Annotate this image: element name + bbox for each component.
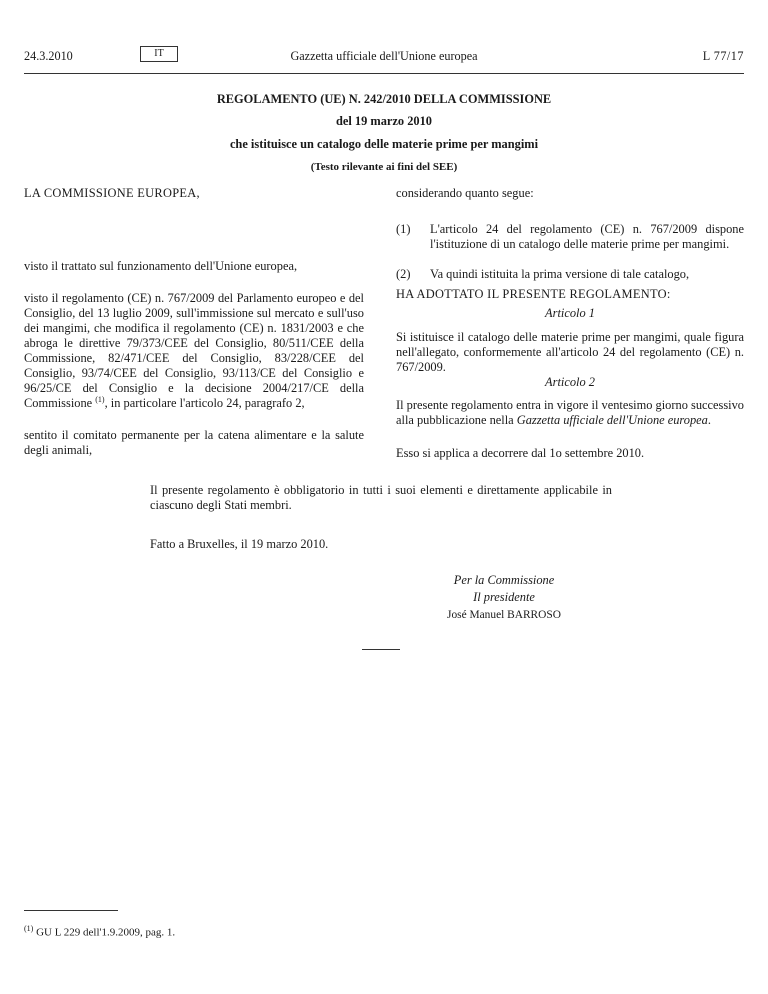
footnote: $^{(1)}$ GU L 229 dell'1.9.2009, pag. 1.: [24, 924, 176, 939]
place-and-date: Fatto a Bruxelles, il 19 marzo 2010.: [150, 537, 329, 551]
preamble-intro: LA COMMISSIONE EUROPEA,: [24, 186, 200, 200]
regulation-date: del 19 marzo 2010: [335, 114, 432, 128]
journal-title: Gazzetta ufficiale dell'Unione europea: [290, 49, 478, 63]
language-badge: IT: [140, 46, 178, 62]
article-1-heading: Articolo 1: [545, 306, 595, 320]
footnote-reference[interactable]: (1): [95, 394, 105, 404]
recital-number: (1): [396, 222, 411, 236]
binding-clause: Il presente regolamento è obbligatorio in tutti i suoi elementi e direttamente applicabile in ciascuno degli Stati membri.: [150, 483, 612, 512]
signature-role: Il presidente: [473, 590, 535, 604]
eea-relevance: (Testo rilevante ai fini del SEE): [310, 161, 458, 173]
adoption-statement: HA ADOTTATO IL PRESENTE REGOLAMENTO:: [396, 287, 671, 301]
page-reference: L 77/17: [702, 49, 744, 63]
header-date: 24.3.2010: [24, 49, 73, 63]
article-1-text: Si istituisce il catalogo delle materie prime per mangimi, quale figura nell'allegato, conformemente all'articolo 24 del regolamento (CE) n. 767/2009.: [396, 330, 744, 374]
recital-text: L'articolo 24 del regolamento (CE) n. 767/2009 dispone l'istituzione di un catalogo delle materie prime per mangimi.: [430, 222, 744, 251]
recital-number: (2): [396, 267, 411, 281]
signature-for: Per la Commissione: [453, 573, 555, 587]
citation-regulation: visto il regolamento (CE) n. 767/2009 del Parlamento europeo e del Consiglio, del 13 luglio 2009, sull'immissione sul mercato e sull'uso dei mangimi, che modifica il regolamento (CE) n. 1831/2003 e che abroga le direttive 79/373/CEE del Consiglio, 80/511/CEE della Commissione, 82/471/CEE del Consiglio, 83/228/CEE del Consiglio, 93/74/CEE del Consiglio, 93/113/CE del Consiglio e 96/25/CE del Consiglio e la decisione 2004/217/CE della Commissione $^{(1)}$, in particolare l'articolo 24, paragrafo 2,: [24, 291, 364, 410]
footnote-marker: (1): [24, 924, 34, 933]
citation-committee: sentito il comitato permanente per la catena alimentare e la salute degli animali,: [24, 428, 364, 457]
citation-treaty: visto il trattato sul funzionamento dell'Unione europea,: [24, 259, 298, 273]
recital-text: Va quindi istituita la prima versione di tale catalogo,: [430, 267, 690, 281]
regulation-title: REGOLAMENTO (UE) N. 242/2010 DELLA COMMISSIONE: [216, 92, 552, 106]
article-2-application: Esso si applica a decorrere dal 1o settembre 2010.: [396, 446, 645, 460]
article-2-heading: Articolo 2: [545, 375, 595, 389]
whereas-intro: considerando quanto segue:: [396, 186, 534, 200]
regulation-subject: che istituisce un catalogo delle materie prime per mangimi: [229, 137, 539, 151]
end-rule: [362, 649, 400, 650]
article-2-text: Il presente regolamento entra in vigore il ventesimo giorno successivo alla pubblicazione nella Gazzetta ufficiale dell'Unione europea.: [396, 398, 744, 427]
signatory-name: José Manuel BARROSO: [447, 609, 561, 621]
footnote-rule: [24, 910, 118, 911]
header-rule: [24, 73, 744, 74]
